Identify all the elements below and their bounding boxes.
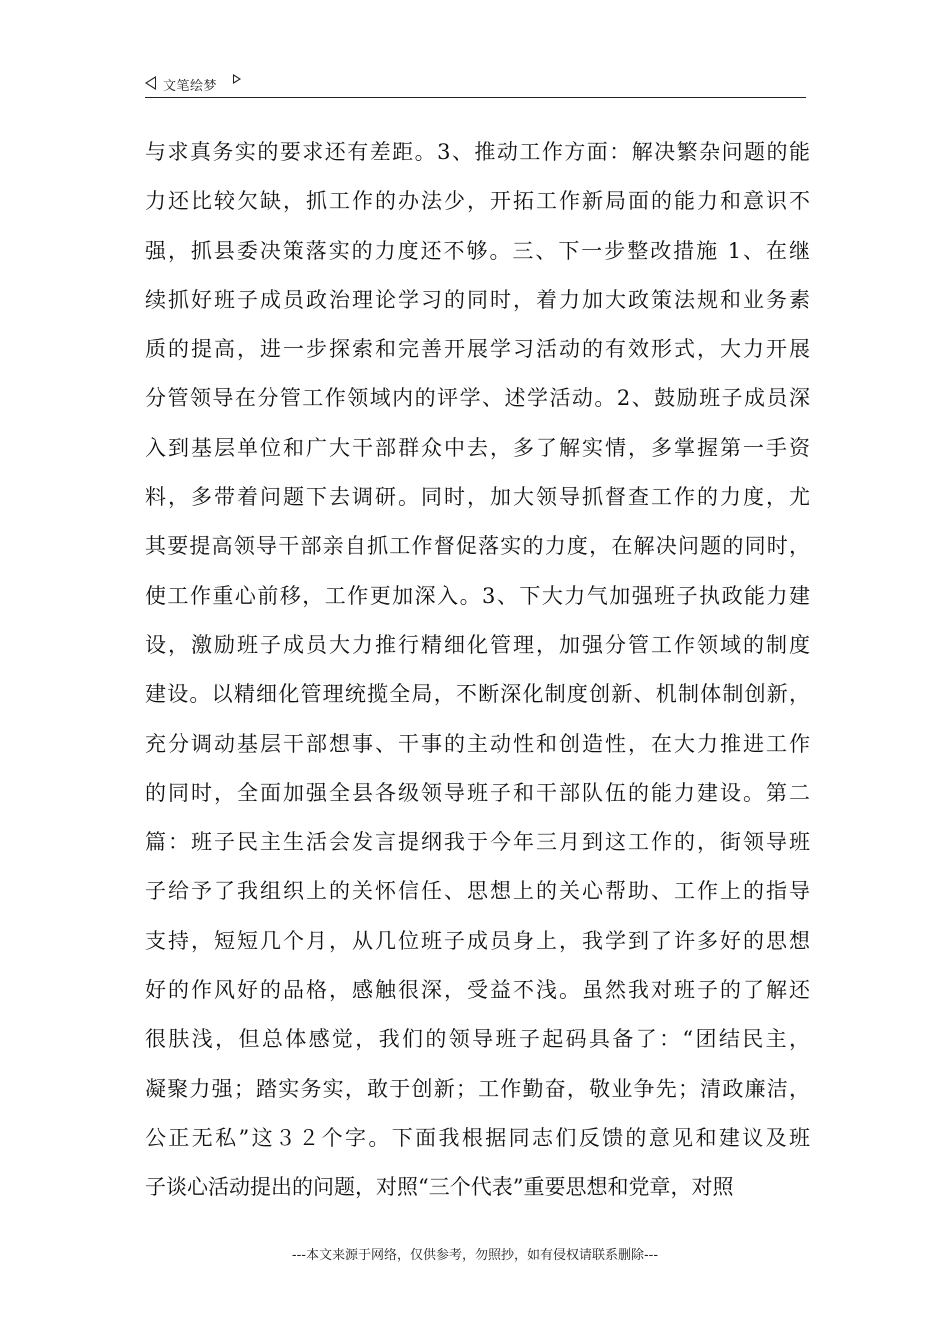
body-line: 与求真务实的要求还有差距。3、推动工作方面：解决繁杂问题的能	[145, 140, 810, 164]
body-line: 设，激励班子成员大力推行精细化管理，加强分管工作领域的制度	[145, 632, 810, 657]
body-line: 凝聚力强；踏实务实，敢于创新；工作勤奋，敬业争先；清政廉洁，	[145, 1076, 810, 1101]
document-body	[145, 128, 810, 1213]
body-line: 充分调动基层干部想事、干事的主动性和创造性，在大力推进工作	[145, 731, 810, 756]
body-line: 强，抓县委决策落实的力度还不够。三、下一步整改措施 1、在继	[145, 238, 810, 263]
body-line: 使工作重心前移，工作更加深入。3、下大力气加强班子执政能力建	[145, 583, 810, 608]
body-line: 篇：班子民主生活会发言提纲我于今年三月到这工作的，街领导班	[145, 830, 810, 855]
right-triangle-icon	[233, 74, 241, 84]
header-divider	[145, 97, 806, 98]
left-triangle-icon	[145, 76, 156, 90]
body-line: 支持，短短几个月，从几位班子成员身上，我学到了许多好的思想	[145, 928, 810, 953]
header-brand: 文笔绘梦	[163, 79, 218, 94]
body-line: 的同时，全面加强全县各级领导班子和干部队伍的能力建设。第二	[145, 780, 810, 805]
body-line: 续抓好班子成员政治理论学习的同时，着力加大政策法规和业务素	[145, 287, 810, 312]
body-line: 入到基层单位和广大干部群众中去，多了解实情，多掌握第一手资	[145, 435, 810, 460]
body-line: 料，多带着问题下去调研。同时，加大领导抓督查工作的力度，尤	[145, 485, 810, 510]
body-line: 子给予了我组织上的关怀信任、思想上的关心帮助、工作上的指导	[145, 879, 810, 904]
body-line: 分管领导在分管工作领域内的评学、述学活动。2、鼓励班子成员深	[145, 386, 810, 411]
body-line: 其要提高领导干部亲自抓工作督促落实的力度，在解决问题的同时，	[145, 534, 810, 559]
body-line: 力还比较欠缺，抓工作的办法少，开拓工作新局面的能力和意识不	[145, 189, 810, 214]
body-line: 公正无私”这３２个字。下面我根据同志们反馈的意见和建议及班	[145, 1125, 810, 1150]
body-line: 质的提高，进一步探索和完善开展学习活动的有效形式，大力开展	[145, 337, 810, 362]
body-line: 好的作风好的品格，感触很深，受益不浅。虽然我对班子的了解还	[145, 978, 810, 1003]
page-header	[145, 74, 806, 98]
body-line: 建设。以精细化管理统揽全局，不断深化制度创新、机制体制创新，	[145, 682, 810, 707]
body-line: 子谈心活动提出的问题，对照“三个代表”重要思想和党章，对照	[145, 1175, 734, 1200]
page-footer: ---本文来源于网络，仅供参考，勿照抄，如有侵权请联系删除---	[291, 1248, 659, 1263]
body-line: 很肤浅，但总体感觉，我们的领导班子起码具备了：“团结民主，	[145, 1027, 810, 1052]
